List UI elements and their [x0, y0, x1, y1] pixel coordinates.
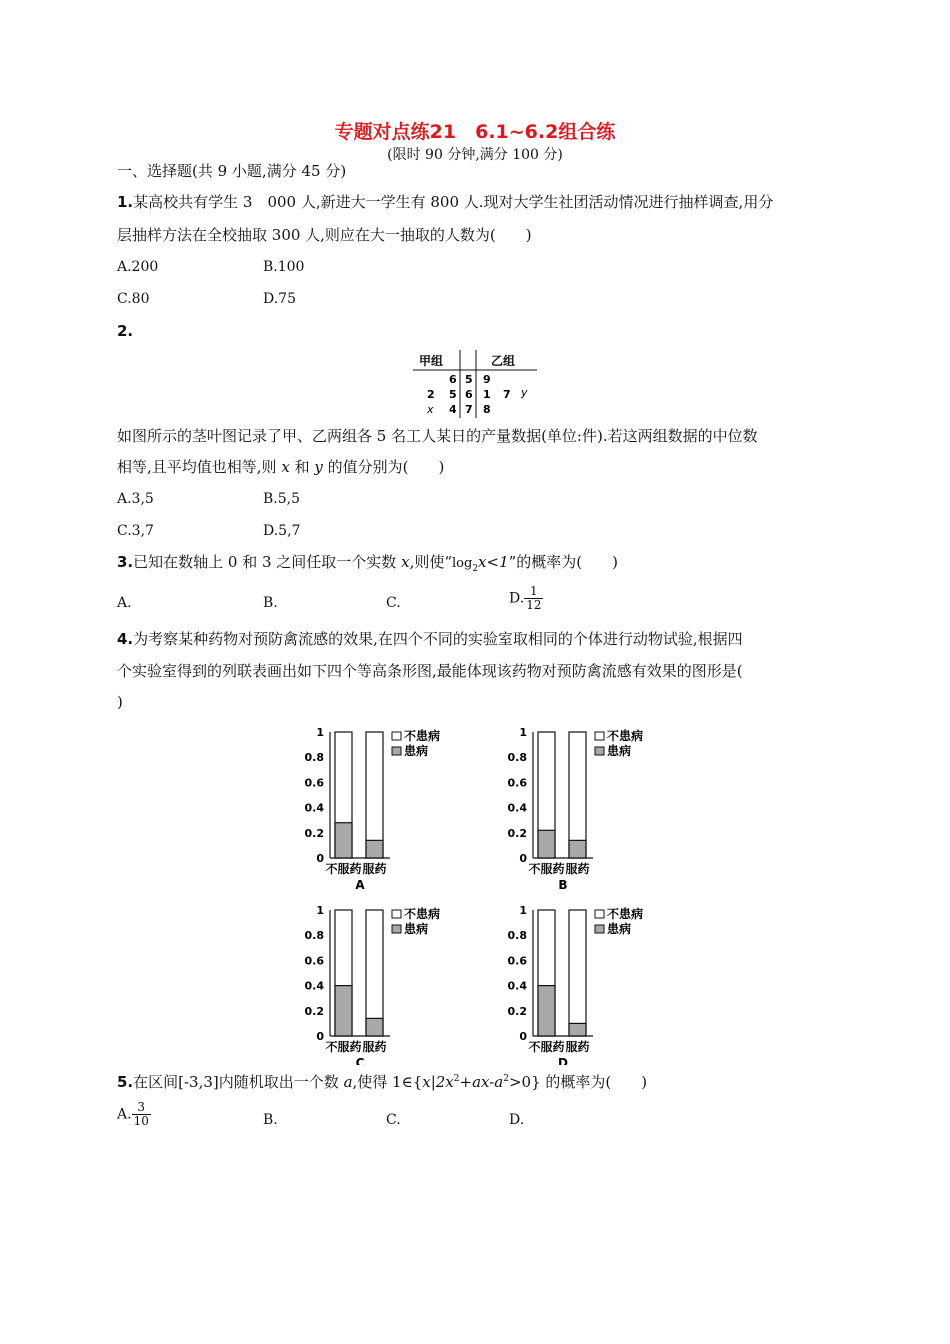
x-tick-label: 不服药	[325, 1040, 362, 1054]
bar-charts-svg	[300, 720, 660, 1065]
q5-set-mid: +ax-a	[459, 1073, 504, 1091]
legend-swatch-sick	[595, 925, 604, 933]
leaf-left: 6	[449, 373, 457, 386]
q3-text-b: ,则使“	[409, 553, 452, 571]
bar-sick	[569, 840, 586, 858]
legend-swatch-healthy	[595, 732, 604, 740]
legend-swatch-healthy	[595, 910, 604, 918]
q3-option-a: A.	[117, 595, 132, 611]
q5-text-c: 的概率为( )	[545, 1073, 648, 1091]
y-tick-label: 0.8	[507, 929, 527, 943]
legend-swatch-sick	[595, 747, 604, 755]
q4-line2: 个实验室得到的列联表画出如下四个等高条形图,最能体现该药物对预防禽流感有效果的图形是(	[117, 662, 743, 680]
bar-sick	[538, 830, 555, 858]
leaf-right: 7	[503, 388, 511, 401]
x-tick-label: 服药	[362, 1040, 387, 1054]
page-subtitle: (限时 90 分钟,满分 100 分)	[387, 147, 563, 163]
q3-option-b: B.	[263, 595, 278, 611]
bar-sick	[569, 1023, 586, 1036]
x-tick-label: 不服药	[325, 862, 362, 876]
q1-option-c: C.80	[117, 291, 150, 307]
q4-line1	[117, 628, 743, 650]
y-tick-label: 1	[316, 726, 324, 739]
q5-option-c: C.	[386, 1112, 401, 1128]
q5-option-a-fraction	[132, 1101, 151, 1128]
q1-option-d: D.75	[263, 291, 296, 307]
leaf-left-variable: x	[427, 403, 434, 416]
q3-text-c: ”的概率为( )	[508, 553, 618, 571]
legend-label-healthy: 不患病	[607, 907, 644, 921]
q3-log: log	[452, 556, 473, 571]
y-tick-label: 1	[519, 904, 527, 917]
stemleaf-left-header: 甲组	[419, 354, 444, 368]
legend-swatch-healthy	[392, 732, 401, 740]
bar-sick	[335, 986, 352, 1036]
q2-option-c: C.3,7	[117, 523, 154, 539]
stem: 6	[465, 388, 473, 401]
q1-option-a: A.200	[117, 259, 159, 275]
y-tick-label: 0.4	[304, 801, 324, 815]
y-tick-label: 0.4	[507, 979, 527, 993]
y-tick-label: 0.2	[507, 826, 527, 840]
fraction-numerator: 3	[132, 1101, 151, 1115]
y-tick-label: 0.8	[304, 751, 324, 765]
q3-number: 3.	[117, 553, 134, 571]
leaf-right-variable: y	[521, 386, 528, 399]
leaf-right: 1	[483, 388, 491, 401]
leaf-left: 2	[427, 388, 435, 401]
q3-var-x: x	[401, 553, 410, 571]
chart-panel-label: A	[355, 878, 365, 892]
q5-option-a-label: A.	[117, 1106, 132, 1123]
page-title: 专题对点练21 6.1~6.2组合练	[334, 121, 616, 143]
stem: 5	[465, 373, 473, 386]
bar-healthy	[569, 732, 586, 858]
legend-label-sick: 患病	[404, 922, 429, 936]
legend-label-sick: 患病	[607, 744, 632, 758]
legend-swatch-sick	[392, 747, 401, 755]
y-tick-label: 0.8	[507, 751, 527, 765]
q2-line2	[117, 456, 444, 478]
bar-sick	[366, 840, 383, 858]
y-tick-label: 0.2	[507, 1004, 527, 1018]
q1-option-b: B.100	[263, 259, 305, 275]
y-tick-label: 0.6	[507, 954, 527, 968]
q5-sup2: 2	[503, 1074, 509, 1084]
x-tick-label: 不服药	[528, 1040, 565, 1054]
q2-option-b: B.5,5	[263, 491, 301, 507]
y-tick-label: 0.4	[507, 801, 527, 815]
q5-text-a: 在区间[-3,3]内随机取出一个数	[133, 1073, 339, 1091]
y-tick-label: 0.8	[304, 929, 324, 943]
bar-sick	[538, 986, 555, 1036]
q2-and: 和	[294, 458, 310, 476]
y-tick-label: 0.6	[304, 776, 324, 790]
y-tick-label: 1	[519, 726, 527, 739]
leaf-left: 4	[449, 403, 457, 416]
q2-var-x: x	[281, 458, 290, 476]
legend-swatch-healthy	[392, 910, 401, 918]
y-tick-label: 0	[316, 852, 324, 865]
q3-option-c: C.	[386, 595, 401, 611]
y-tick-label: 0	[316, 1030, 324, 1043]
x-tick-label: 服药	[362, 862, 387, 876]
y-tick-label: 1	[316, 904, 324, 917]
q2-line1: 如图所示的茎叶图记录了甲、乙两组各 5 名工人某日的产量数据(单位:件).若这两组数据的中位数	[117, 427, 758, 445]
bar-sick	[335, 823, 352, 858]
legend-label-healthy: 不患病	[607, 729, 644, 743]
chart-panel-label: D	[558, 1056, 568, 1065]
stem-leaf-plot	[405, 346, 555, 422]
q1-text1: 某高校共有学生 3 000 人,新进大一学生有 800 人.现对大学生社团活动情况进行抽样调查,用分	[133, 193, 774, 211]
q4-line3: )	[117, 693, 123, 711]
q4-number: 4.	[117, 630, 134, 648]
q2-option-d: D.5,7	[263, 523, 301, 539]
q5-option-d: D.	[509, 1112, 525, 1128]
q2-number-line	[117, 320, 133, 342]
q5-sup1: 2	[453, 1074, 460, 1084]
q1-number: 1.	[117, 193, 134, 211]
q3-log-base: 2	[472, 564, 479, 574]
stem: 7	[465, 403, 473, 416]
q2-text-b: 的值分别为( )	[327, 458, 445, 476]
y-tick-label: 0.6	[304, 954, 324, 968]
chart-panel-label: C	[355, 1056, 365, 1065]
legend-swatch-sick	[392, 925, 401, 933]
q5-set-a: x|2x	[422, 1073, 454, 1091]
q5-text-b: ,使得 1∈{	[352, 1073, 423, 1091]
leaf-right: 8	[483, 403, 491, 416]
q5-option-a	[117, 1101, 151, 1128]
q2-option-a: A.3,5	[117, 491, 154, 507]
leaf-right: 9	[483, 373, 491, 386]
y-tick-label: 0	[519, 1030, 527, 1043]
charts-grid	[300, 720, 660, 1065]
q2-number: 2.	[117, 322, 134, 340]
q5-number: 5.	[117, 1073, 134, 1091]
bar-healthy	[366, 732, 383, 858]
q3-text-a: 已知在数轴上 0 和 3 之间任取一个实数	[133, 553, 397, 571]
q3-line	[117, 551, 618, 580]
q3-option-d-fraction	[524, 585, 543, 612]
legend-label-sick: 患病	[607, 922, 632, 936]
q5-var-a: a	[343, 1073, 353, 1091]
leaf-left: 5	[449, 388, 457, 401]
legend-label-healthy: 不患病	[404, 907, 441, 921]
fraction-denominator: 10	[133, 1114, 149, 1128]
chart-panel-label: B	[558, 878, 568, 892]
y-tick-label: 0.2	[304, 826, 324, 840]
y-tick-label: 0.6	[507, 776, 527, 790]
y-tick-label: 0.4	[304, 979, 324, 993]
stemleaf-right-header: 乙组	[491, 354, 516, 368]
q5-option-b: B.	[263, 1112, 278, 1128]
q3-option-d	[509, 585, 543, 612]
q2-var-y: y	[314, 458, 323, 476]
y-tick-label: 0	[519, 852, 527, 865]
bar-healthy	[366, 910, 383, 1036]
bar-healthy	[569, 910, 586, 1036]
x-tick-label: 服药	[565, 862, 590, 876]
fraction-numerator: 1	[524, 585, 543, 599]
legend-label-healthy: 不患病	[404, 729, 441, 743]
fraction-denominator: 12	[526, 598, 542, 612]
q2-text-a: 相等,且平均值也相等,则	[117, 458, 277, 476]
x-tick-label: 不服药	[528, 862, 565, 876]
q5-line	[117, 1068, 647, 1093]
q4-text1: 为考察某种药物对预防禽流感的效果,在四个不同的实验室取相同的个体进行动物试验,根据四	[133, 630, 743, 648]
q1-line1	[117, 191, 773, 213]
q1-line2: 层抽样方法在全校抽取 300 人,则应在大一抽取的人数为( )	[117, 226, 532, 244]
q3-option-d-label: D.	[509, 590, 525, 607]
bar-sick	[366, 1018, 383, 1036]
q3-log-arg: x<1	[478, 553, 509, 571]
section-heading: 一、选择题(共 9 小题,满分 45 分)	[117, 162, 347, 180]
q5-set-end: >0}	[508, 1073, 541, 1091]
y-tick-label: 0.2	[304, 1004, 324, 1018]
x-tick-label: 服药	[565, 1040, 590, 1054]
legend-label-sick: 患病	[404, 744, 429, 758]
